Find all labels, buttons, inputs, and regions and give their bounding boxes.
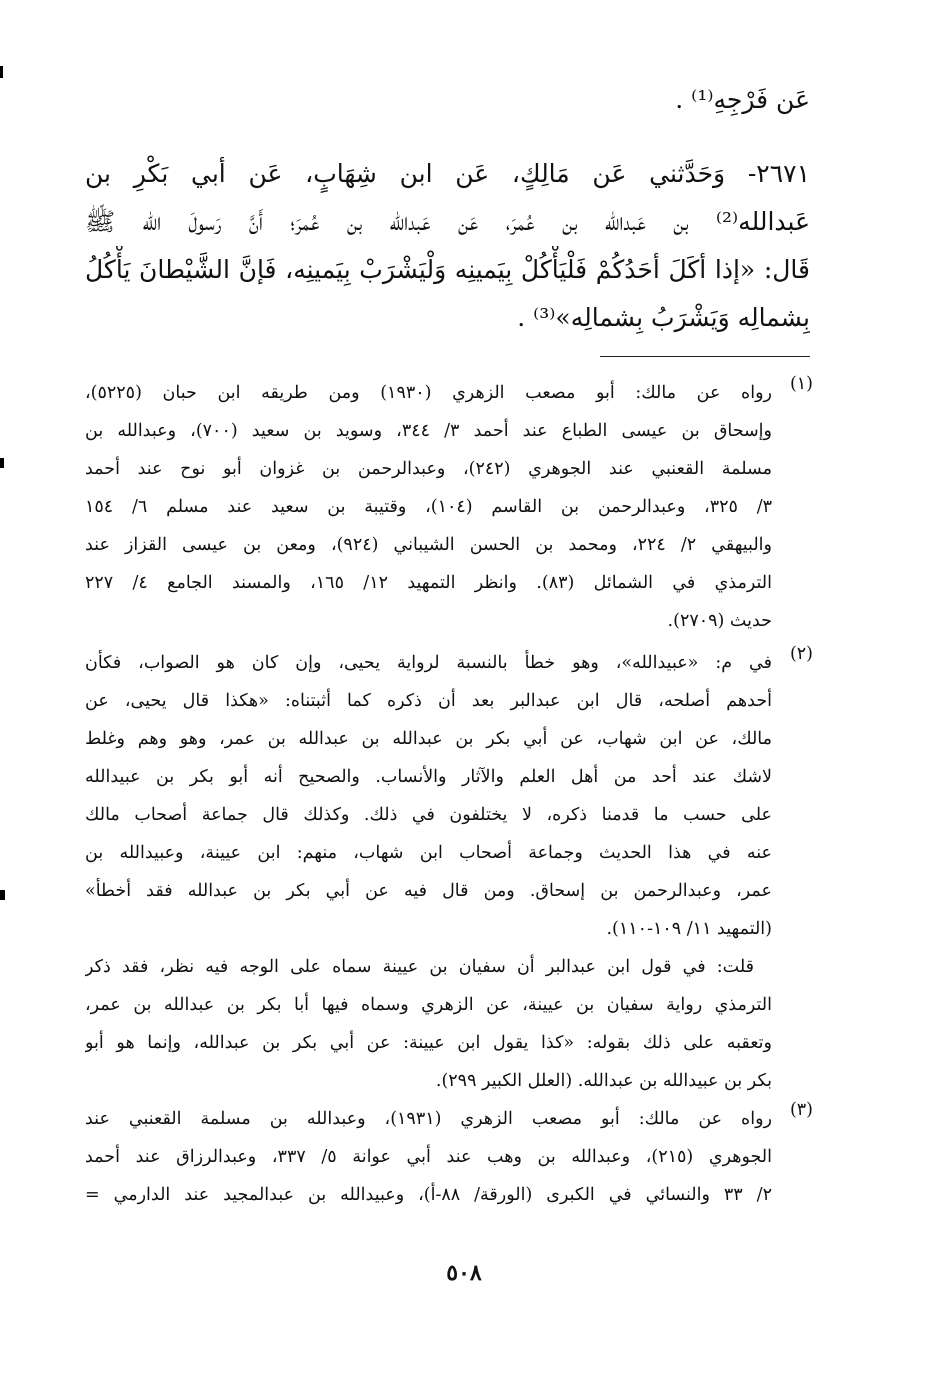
hadith-line: بِشمالِه وَيَشْرَبُ بِشمالِه»⁽³⁾ . (517, 303, 810, 332)
footnote-line: حديث (٢٧٠٩). (667, 611, 772, 631)
text-line: عَن فَرْجِهِ⁽¹⁾ . (675, 85, 810, 114)
footnote-line: رواه عن مالك: أبو مصعب الزهري (١٩٣٠) ومن طريقه ابن حبان (٥٢٢٥)، (85, 383, 772, 403)
footnote-line: وإسحاق بن عيسى الطباع عند أحمد ٣/ ٣٤٤، وسويد بن سعيد (٧٠٠)، وعبدالله بن (85, 421, 772, 441)
footnote-2 (85, 644, 813, 948)
footnote-3 (85, 1100, 813, 1214)
footnote-line: قلت: في قول ابن عبدالبر أن سفيان بن عيينة سماه على الوجه فيه نظر، فقد ذكر (85, 957, 754, 977)
footnote-line: وتعقبه على ذلك بقوله: «كذا يقول ابن عيينة: عن أبي بكر بن عبدالله، وإنما هو أبو (85, 1033, 772, 1053)
footnote-line: أحدهم أصلحه، قال ابن عبدالبر بعد أن ذكره كما أثبتناه: «هكذا قال يحيى، عن (85, 691, 772, 711)
hadith-line: قَال: «إذا أكَلَ أحَدُكُمْ فَلْيَأْكُلْ بِيَمينِه وَلْيَشْرَبْ بِيَمينِه، فَإنَّ الشَّيْطانَ يَأْكُلُ (85, 255, 810, 284)
footnote-line: ٢/ ٣٣ والنسائي في الكبرى (الورقة/ ٨٨-أ)، وعبيدالله بن عبدالمجيد عند الدارمي = (85, 1185, 772, 1205)
scan-mark (0, 890, 5, 900)
footnote-separator (600, 356, 810, 357)
footnote-line: الترمذي في الشمائل (٨٣). وانظر التمهيد ١٢/ ١٦٥، والمسند الجامع ٤/ ٢٢٧ (85, 573, 772, 593)
continuation-text (85, 76, 810, 124)
scan-mark (0, 458, 4, 468)
footnote-line: الترمذي رواية سفيان بن عيينة، عن الزهري وسماه فيها أبا بكر بن عبدالله بن عمر، (85, 995, 772, 1015)
footnote-line: بكر بن عبيدالله بن عبدالله. (العلل الكبير ٢٩٩). (435, 1071, 772, 1091)
footnote-line: مسلمة القعنبي عند الجوهري (٢٤٢)، وعبدالرحمن بن غزوان أبو نوح عند أحمد (85, 459, 772, 479)
footnote-line: لاشك عند أحد من أهل العلم والآثار والأنساب. والصحيح أنه أبو بكر بن عبيدالله (85, 767, 772, 787)
footnote-number: (١) (789, 374, 813, 394)
footnote-number: (٢) (789, 644, 813, 664)
footnote-line: مالك، عن ابن شهاب، عن أبي بكر بن عبدالله بن عبدالله بن عمر، وهو وهم وغلط (85, 729, 772, 749)
hadith-line: عَبدالله⁽²⁾ بن عَبدالله بن عُمرَ، عَن عَبدالله بن عُمرَ؛ أَنَّ رَسولَ الله ﷺ (85, 207, 810, 236)
footnote-2-note (85, 948, 810, 1100)
scan-mark (0, 66, 3, 78)
footnote-line: في م: «عبيدالله»، وهو خطأ بالنسبة لرواية يحيى، وإن كان هو الصواب، فكأن (85, 653, 772, 673)
hadith-line: ٢٦٧١- وَحَدَّثني عَن مَالِكٍ، عَن ابن شِهَابٍ، عَن أبي بَكْرِ بن (85, 159, 810, 188)
footnote-line: رواه عن مالك: أبو مصعب الزهري (١٩٣١)، وعبدالله بن مسلمة القعنبي عند (85, 1109, 772, 1129)
page-number: ٥٠٨ (446, 1260, 482, 1286)
footnote-1 (85, 374, 813, 640)
footnote-line: والبيهقي ٢/ ٢٢٤، ومحمد بن الحسن الشيباني (٩٢٤)، ومعن بن عيسى القزاز عند (85, 535, 772, 555)
footnote-line: (التمهيد ١١/ ١٠٩-١١٠). (606, 919, 772, 939)
hadith-2671 (85, 150, 810, 342)
footnote-line: على حسب ما قدمنا ذكره، لا يختلفون في ذلك. وكذلك قال جماعة أصحاب مالك (85, 805, 772, 825)
footnote-line: الجوهري (٢١٥)، وعبدالله بن وهب عند أبي عوانة ٥/ ٣٣٧، وعبدالرزاق عند أحمد (85, 1147, 772, 1167)
footnote-number: (٣) (789, 1100, 813, 1120)
footnote-line: عمر، وعبدالرحمن بن إسحاق. ومن قال فيه عن أبي بكر بن عبدالله فقد أخطأ» (85, 881, 772, 901)
footnote-line: عنه في هذا الحديث وجماعة أصحاب ابن شهاب، منهم: ابن عيينة، وعبيدالله بن (85, 843, 772, 863)
footnote-line: ٣/ ٣٢٥، وعبدالرحمن بن القاسم (١٠٤)، وقتيبة بن سعيد عند مسلم ٦/ ١٥٤ (85, 497, 772, 517)
